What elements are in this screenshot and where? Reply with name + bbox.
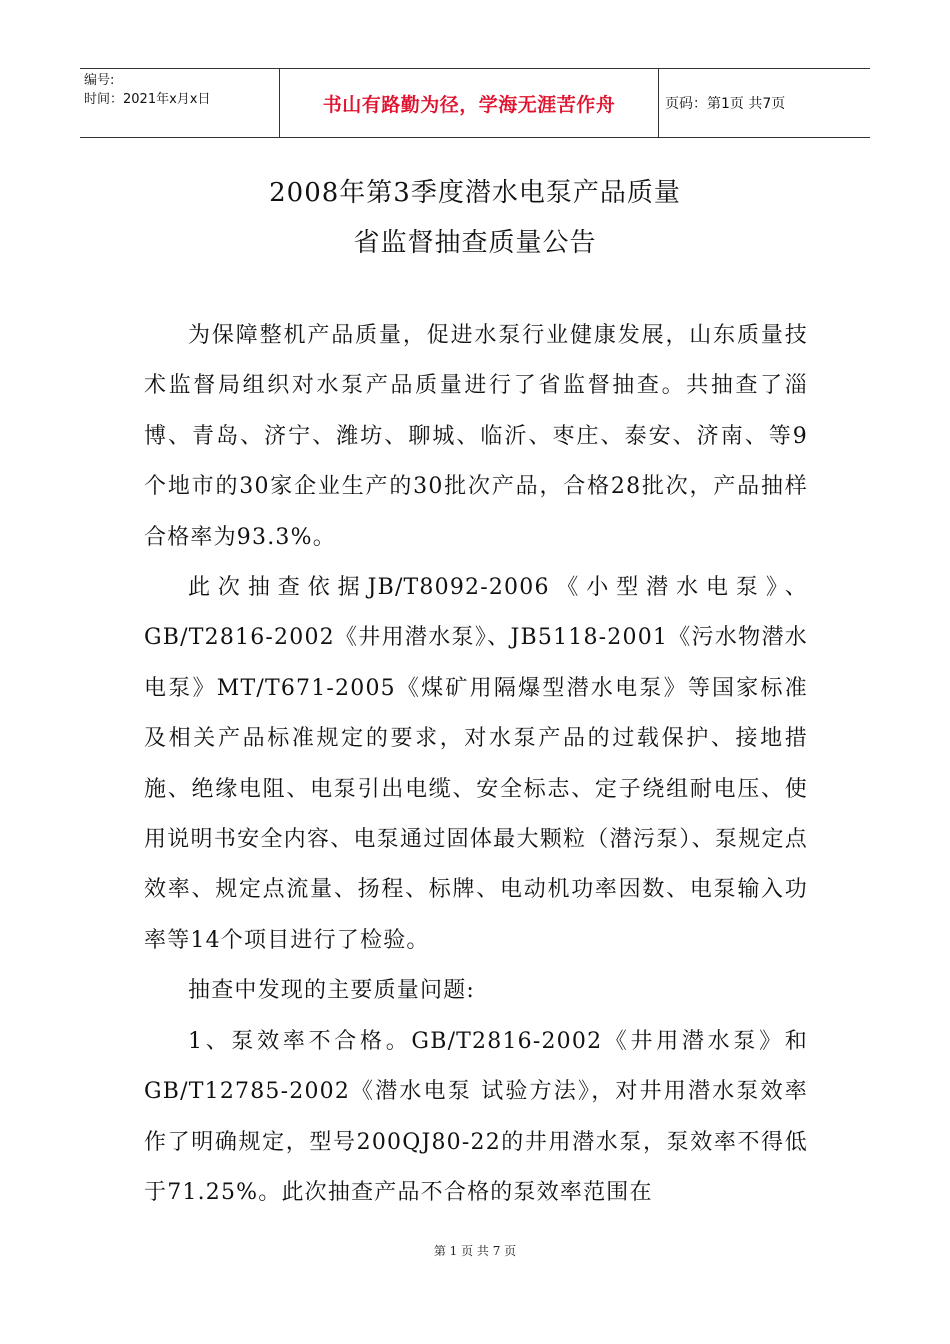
paragraph-intro: 为保障整机产品质量，促进水泵行业健康发展，山东质量技术监督局组织对水泵产品质量进行了省监督抽查。共抽查了淄博、青岛、济宁、潍坊、聊城、临沂、枣庄、泰安、济南、等9个地市的30家企业生产的30批次产品，合格28批次，产品抽样合格率为93.3%。 bbox=[144, 323, 808, 550]
paragraph-issue-1: 1、泵效率不合格。GB/T2816-2002《井用潜水泵》和GB/T12785-2002《潜水电泵 试验方法》，对井用潜水泵效率作了明确规定，型号200QJ80-22的井用潜水泵，泵效率不得低于71.25%。此次抽查产品不合格的泵效率范围在 bbox=[144, 1028, 808, 1205]
header-meta bbox=[80, 69, 280, 137]
document-title-line-1: 2008年第3季度潜水电泵产品质量 bbox=[269, 178, 681, 208]
document-title-line-2: 省监督抽查质量公告 bbox=[353, 228, 597, 258]
header-motto: 书山有路勤为径，学海无涯苦作舟 bbox=[280, 69, 659, 137]
paragraph-issues-heading: 抽查中发现的主要质量问题: bbox=[188, 978, 476, 1004]
document-header bbox=[80, 68, 870, 138]
date-label: 时间：2021年x月x日 bbox=[84, 92, 211, 107]
page-footer: 第 1 页 共 7 页 bbox=[433, 1244, 517, 1258]
number-label: 编号: bbox=[84, 73, 115, 88]
paragraph-standards: 此次抽查依据JB/T8092-2006《小型潜水电泵》、GB/T2816-2002《井用潜水泵》、JB5118-2001《污水物潜水电泵》MT/T671-2005《煤矿用隔爆型潜水电泵》等国家标准及相关产品标准规定的要求，对水泵产品的过载保护、接地措施、绝缘电阻、电泵引出电缆、安全标志、定子绕组耐电压、使用说明书安全内容、电泵通过固体最大颗粒（潜污泵）、泵规定点效率、规定点流量、扬程、标牌、电动机功率因数、电泵输入功率等14个项目进行了检验。 bbox=[144, 575, 808, 953]
header-page-info: 页码：第1页 共7页 bbox=[665, 96, 786, 112]
document-body bbox=[144, 311, 808, 1218]
